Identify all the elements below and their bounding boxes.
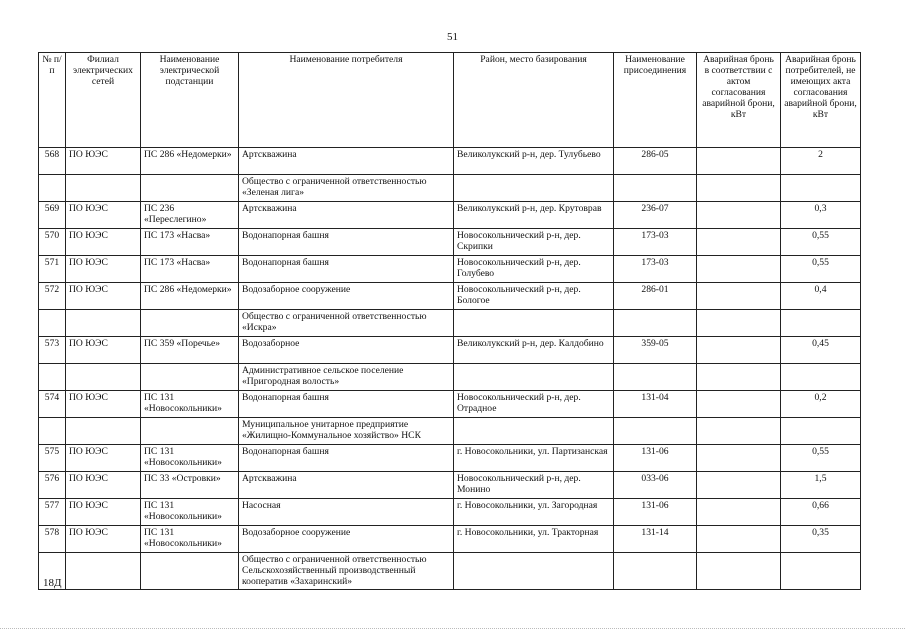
cell-num: 569 <box>39 202 66 229</box>
document-code: 18Д <box>43 577 62 589</box>
cell-consumer: Водозаборное сооружение <box>239 283 454 310</box>
cell-num: 577 <box>39 499 66 526</box>
table-row <box>39 391 861 418</box>
cell-connection: 131-06 <box>614 499 697 526</box>
cell-consumer: Водонапорная башня <box>239 391 454 418</box>
cell-district: г. Новосокольники, ул. Партизанская <box>454 445 614 472</box>
cell-branch <box>66 364 141 391</box>
table-row <box>39 418 861 445</box>
cell-num: 574 <box>39 391 66 418</box>
cell-num <box>39 418 66 445</box>
cell-num: 570 <box>39 229 66 256</box>
cell-reserve-no-act: 0,2 <box>781 391 861 418</box>
cell-reserve-act <box>697 256 781 283</box>
cell-connection: 033-06 <box>614 472 697 499</box>
cell-branch <box>66 418 141 445</box>
cell-consumer: Общество с ограниченной ответственностью Сельскохозяйственный производственный кооператив «Захаринский» <box>239 553 454 590</box>
cell-reserve-act <box>697 472 781 499</box>
cell-branch <box>66 175 141 202</box>
cell-substation: ПС 131 «Новосокольники» <box>141 391 239 418</box>
table-row <box>39 553 861 590</box>
cell-consumer: Общество с ограниченной ответственностью «Искра» <box>239 310 454 337</box>
table-row <box>39 526 861 553</box>
cell-substation <box>141 553 239 590</box>
table-row <box>39 364 861 391</box>
cell-branch: ПО ЮЭС <box>66 391 141 418</box>
cell-consumer: Водонапорная башня <box>239 445 454 472</box>
cell-reserve-no-act: 0,35 <box>781 526 861 553</box>
cell-connection: 131-14 <box>614 526 697 553</box>
cell-district <box>454 418 614 445</box>
cell-connection <box>614 364 697 391</box>
cell-substation: ПС 359 «Поречье» <box>141 337 239 364</box>
cell-connection: 173-03 <box>614 256 697 283</box>
cell-substation <box>141 418 239 445</box>
table-row <box>39 472 861 499</box>
cell-branch: ПО ЮЭС <box>66 256 141 283</box>
cell-connection: 359-05 <box>614 337 697 364</box>
cell-consumer: Водонапорная башня <box>239 229 454 256</box>
header-row <box>39 53 861 148</box>
cell-branch: ПО ЮЭС <box>66 148 141 175</box>
cell-consumer: Насосная <box>239 499 454 526</box>
cell-substation: ПС 286 «Недомерки» <box>141 283 239 310</box>
cell-connection: 286-01 <box>614 283 697 310</box>
cell-reserve-act <box>697 553 781 590</box>
cell-substation: ПС 131 «Новосокольники» <box>141 445 239 472</box>
cell-reserve-no-act: 2 <box>781 148 861 175</box>
cell-district: Новосокольнический р-н, дер. Скрипки <box>454 229 614 256</box>
cell-substation: ПС 173 «Насва» <box>141 256 239 283</box>
cell-district: Великолукский р-н, дер. Крутоврав <box>454 202 614 229</box>
cell-reserve-no-act: 0,4 <box>781 283 861 310</box>
table-row <box>39 148 861 175</box>
header-consumer: Наименование потребителя <box>239 53 454 148</box>
cell-substation <box>141 364 239 391</box>
cell-branch: ПО ЮЭС <box>66 526 141 553</box>
table-row <box>39 310 861 337</box>
cell-reserve-no-act: 0,55 <box>781 256 861 283</box>
cell-branch: ПО ЮЭС <box>66 202 141 229</box>
cell-reserve-act <box>697 364 781 391</box>
table-row <box>39 445 861 472</box>
cell-reserve-act <box>697 418 781 445</box>
cell-consumer: Водозаборное сооружение <box>239 526 454 553</box>
cell-reserve-act <box>697 310 781 337</box>
cell-district <box>454 175 614 202</box>
header-substation: Наименование электрической подстанции <box>141 53 239 148</box>
cell-reserve-act <box>697 283 781 310</box>
cell-connection: 131-04 <box>614 391 697 418</box>
cell-consumer: Артскважина <box>239 202 454 229</box>
cell-num: 572 <box>39 283 66 310</box>
table-row <box>39 175 861 202</box>
cell-connection <box>614 310 697 337</box>
cell-branch <box>66 310 141 337</box>
cell-num: 571 <box>39 256 66 283</box>
cell-district: г. Новосокольники, ул. Тракторная <box>454 526 614 553</box>
cell-district <box>454 553 614 590</box>
cell-reserve-act <box>697 337 781 364</box>
cell-connection: 131-06 <box>614 445 697 472</box>
table-row <box>39 256 861 283</box>
cell-branch: ПО ЮЭС <box>66 472 141 499</box>
cell-branch: ПО ЮЭС <box>66 229 141 256</box>
cell-consumer: Административное сельское поселение «Пригородная волость» <box>239 364 454 391</box>
table-row <box>39 337 861 364</box>
cell-branch: ПО ЮЭС <box>66 283 141 310</box>
scan-edge-line <box>0 628 905 629</box>
cell-substation: ПС 236 «Переслегино» <box>141 202 239 229</box>
header-reserve-act: Аварийная бронь в соответствии с актом согласования аварийной брони, кВт <box>697 53 781 148</box>
cell-connection: 286-05 <box>614 148 697 175</box>
cell-reserve-act <box>697 391 781 418</box>
emergency-reserve-table <box>38 52 861 590</box>
cell-num: 578 <box>39 526 66 553</box>
cell-district: Новосокольнический р-н, дер. Монино <box>454 472 614 499</box>
cell-reserve-no-act: 0,66 <box>781 499 861 526</box>
cell-district: г. Новосокольники, ул. Загородная <box>454 499 614 526</box>
cell-connection: 173-03 <box>614 229 697 256</box>
cell-district: Новосокольнический р-н, дер. Голубево <box>454 256 614 283</box>
header-reserve-no-act: Аварийная бронь потребителей, не имеющих акта согласования аварийной брони, кВт <box>781 53 861 148</box>
cell-substation <box>141 175 239 202</box>
cell-connection <box>614 175 697 202</box>
cell-connection <box>614 418 697 445</box>
cell-reserve-no-act <box>781 364 861 391</box>
cell-reserve-act <box>697 499 781 526</box>
cell-consumer: Артскважина <box>239 472 454 499</box>
cell-consumer: Водонапорная башня <box>239 256 454 283</box>
cell-reserve-no-act: 0,45 <box>781 337 861 364</box>
cell-substation: ПС 131 «Новосокольники» <box>141 526 239 553</box>
cell-reserve-no-act: 0,3 <box>781 202 861 229</box>
header-district: Район, место базирования <box>454 53 614 148</box>
cell-reserve-no-act <box>781 175 861 202</box>
cell-consumer: Водозаборное <box>239 337 454 364</box>
cell-num <box>39 310 66 337</box>
table-row <box>39 499 861 526</box>
cell-num: 576 <box>39 472 66 499</box>
cell-reserve-no-act <box>781 310 861 337</box>
cell-consumer: Муниципальное унитарное предприятие «Жилищно-Коммунальное хозяйство» НСК <box>239 418 454 445</box>
cell-reserve-no-act: 1,5 <box>781 472 861 499</box>
page-number: 51 <box>447 31 458 43</box>
cell-num: 568 <box>39 148 66 175</box>
cell-reserve-no-act <box>781 418 861 445</box>
cell-district: Великолукский р-н, дер. Тулубьево <box>454 148 614 175</box>
cell-branch: ПО ЮЭС <box>66 499 141 526</box>
cell-reserve-act <box>697 175 781 202</box>
cell-substation: ПС 173 «Насва» <box>141 229 239 256</box>
cell-connection: 236-07 <box>614 202 697 229</box>
cell-connection <box>614 553 697 590</box>
cell-num: 575 <box>39 445 66 472</box>
cell-substation <box>141 310 239 337</box>
cell-reserve-act <box>697 148 781 175</box>
cell-district: Новосокольнический р-н, дер. Отрадное <box>454 391 614 418</box>
cell-num <box>39 175 66 202</box>
cell-substation: ПС 33 «Островки» <box>141 472 239 499</box>
cell-branch <box>66 553 141 590</box>
cell-district: Великолукский р-н, дер. Калдобино <box>454 337 614 364</box>
cell-reserve-act <box>697 229 781 256</box>
cell-substation: ПС 131 «Новосокольники» <box>141 499 239 526</box>
cell-reserve-no-act <box>781 553 861 590</box>
cell-consumer: Артскважина <box>239 148 454 175</box>
header-branch: Филиал электрических сетей <box>66 53 141 148</box>
cell-num: 573 <box>39 337 66 364</box>
cell-reserve-act <box>697 202 781 229</box>
table-row <box>39 229 861 256</box>
cell-consumer: Общество с ограниченной ответственностью «Зеленая лига» <box>239 175 454 202</box>
cell-reserve-act <box>697 445 781 472</box>
header-num: № п/п <box>39 53 66 148</box>
cell-num <box>39 364 66 391</box>
header-connection: Наименование присоединения <box>614 53 697 148</box>
table-row <box>39 283 861 310</box>
cell-branch: ПО ЮЭС <box>66 337 141 364</box>
cell-reserve-no-act: 0,55 <box>781 445 861 472</box>
cell-substation: ПС 286 «Недомерки» <box>141 148 239 175</box>
cell-district <box>454 364 614 391</box>
cell-district <box>454 310 614 337</box>
table-row <box>39 202 861 229</box>
cell-branch: ПО ЮЭС <box>66 445 141 472</box>
cell-reserve-act <box>697 526 781 553</box>
cell-reserve-no-act: 0,55 <box>781 229 861 256</box>
cell-district: Новосокольнический р-н, дер. Бологое <box>454 283 614 310</box>
